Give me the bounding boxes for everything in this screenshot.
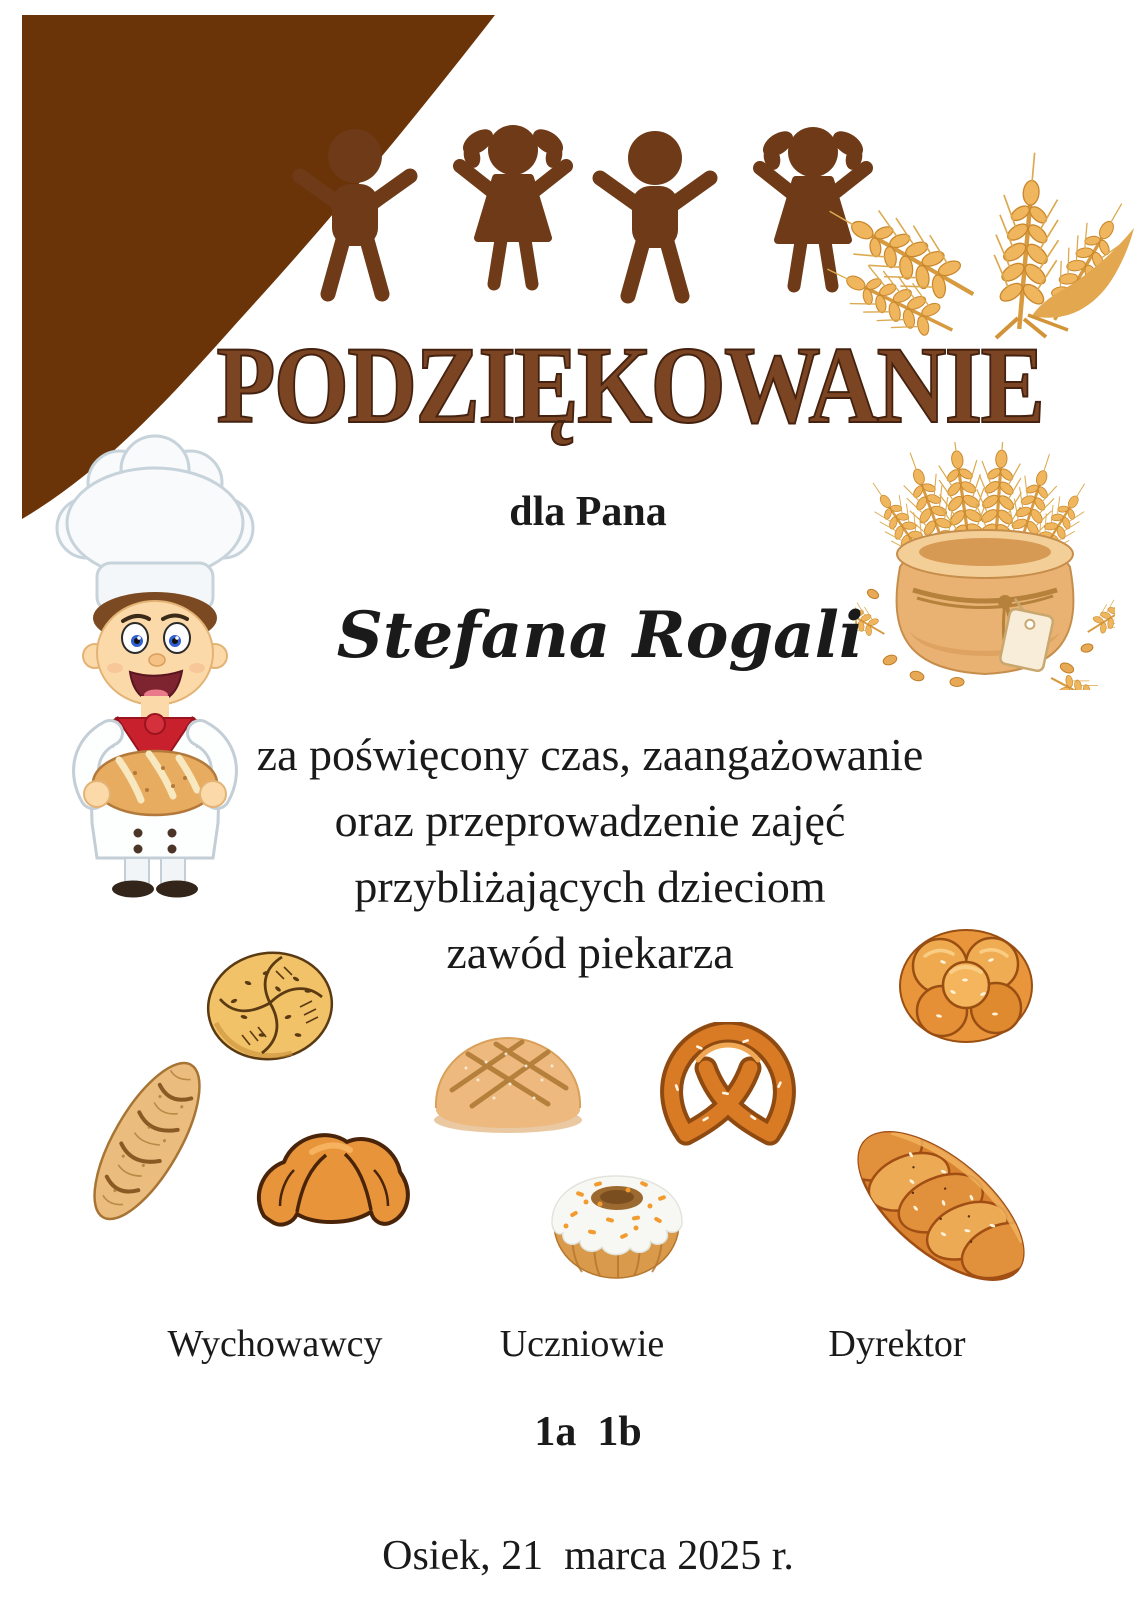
page-title: PODZIĘKOWANIE <box>216 324 1044 446</box>
body-line-1: za poświęcony czas, zaangażowanie <box>256 729 924 780</box>
challah-bread <box>824 1095 1058 1317</box>
bundt-cake <box>536 1138 696 1288</box>
body-line-4: zawód piekarza <box>446 927 734 978</box>
recipient-name: Stefana Rogali <box>336 598 864 673</box>
wheat-ears <box>818 82 1138 340</box>
dedication-text: dla Pana <box>509 489 667 535</box>
knot-bun <box>895 922 1037 1047</box>
children-silhouettes <box>288 112 884 304</box>
body-line-3: przybliżających dzieciom <box>354 861 826 912</box>
class-labels: 1a 1b <box>534 1409 642 1455</box>
place-date: Osiek, 21 marca 2025 r. <box>382 1533 794 1579</box>
round-loaf <box>426 1022 590 1142</box>
baguette <box>72 1048 222 1233</box>
pretzel <box>658 1022 798 1154</box>
signature-uczniowie: Uczniowie <box>499 1323 665 1365</box>
body-line-2: oraz przeprowadzenie zajęć <box>334 795 846 846</box>
signature-wychowawcy: Wychowawcy <box>167 1323 383 1365</box>
croissant <box>250 1108 415 1243</box>
signature-dyrektor: Dyrektor <box>828 1323 966 1365</box>
